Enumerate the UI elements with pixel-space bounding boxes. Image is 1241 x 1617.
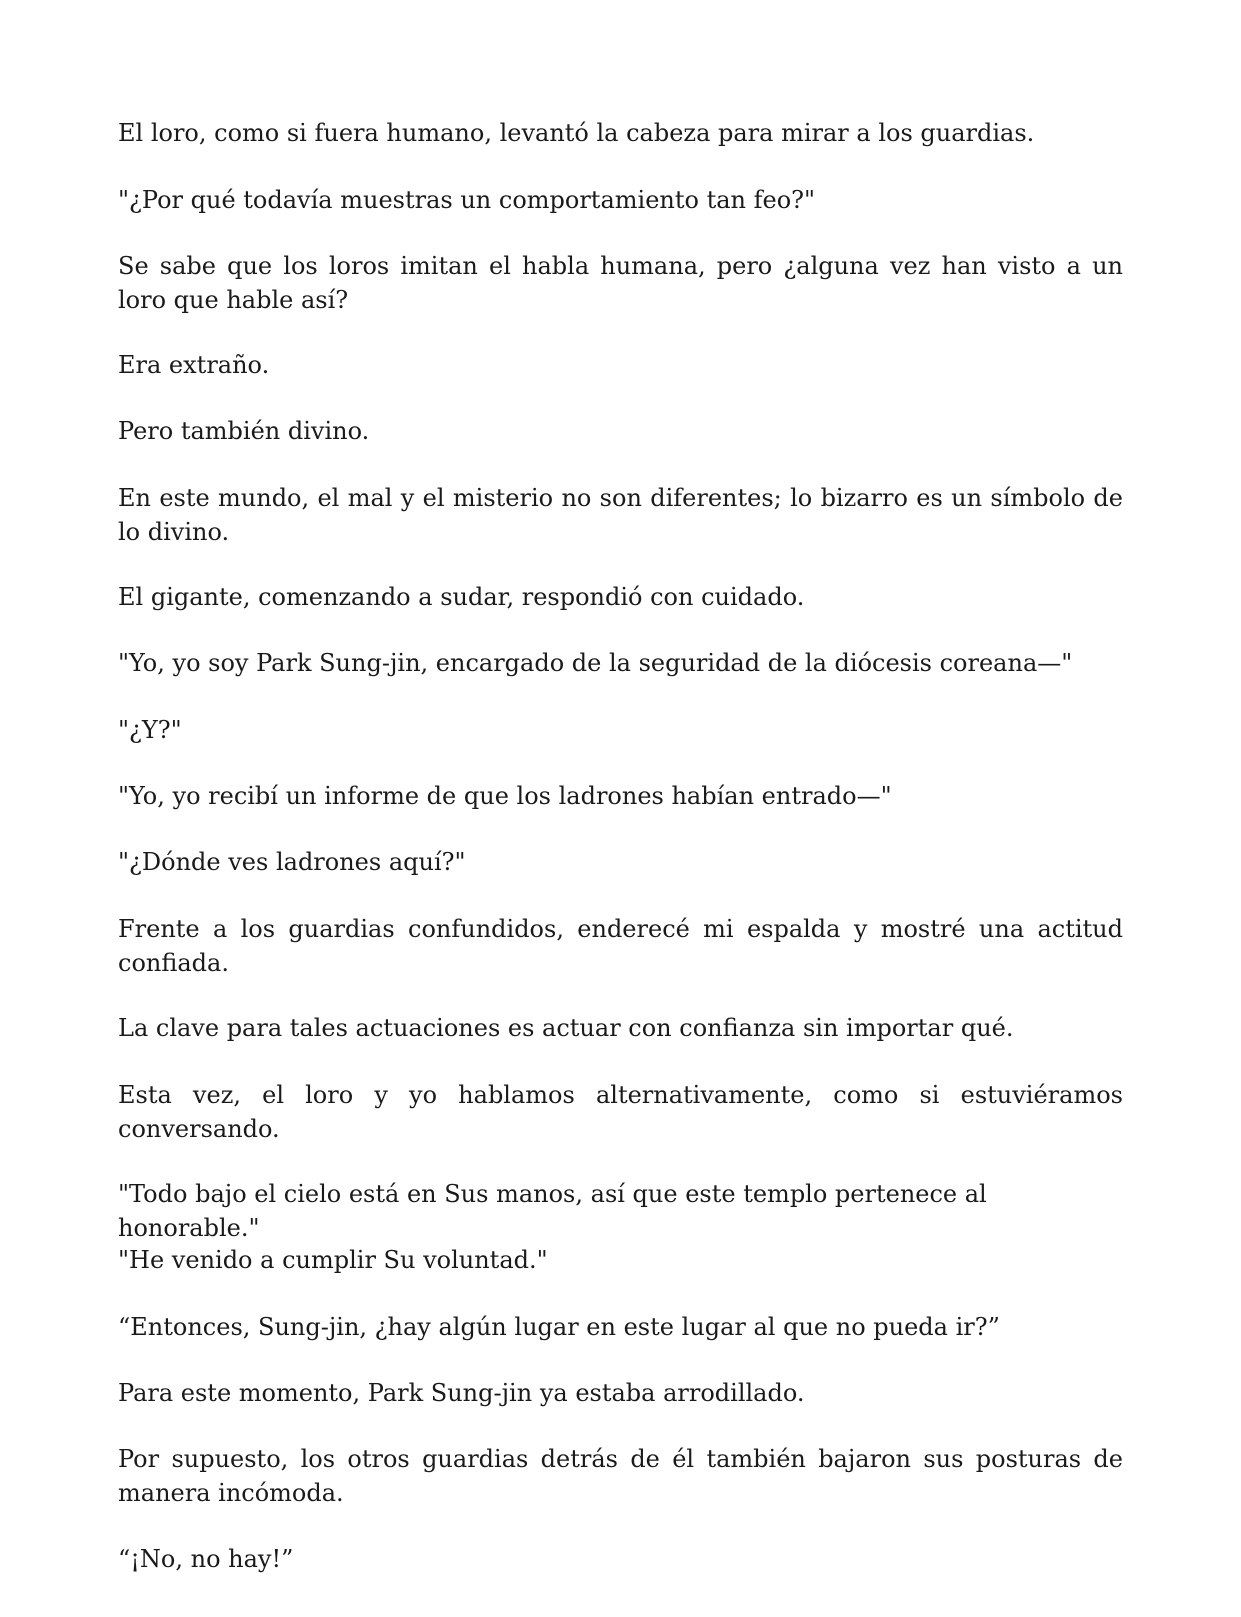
paragraph: En este mundo, el mal y el misterio no son diferentes; lo bizarro es un símbolo de lo divino. — [118, 484, 1123, 546]
document-page — [118, 0, 1123, 1617]
paragraph: Era extraño. — [118, 351, 270, 379]
paragraph: “¡No, no hay!” — [118, 1545, 294, 1573]
paragraph: "He venido a cumplir Su voluntad." — [118, 1246, 548, 1274]
paragraph: Esta vez, el loro y yo hablamos alternativamente, como si estuviéramos conversando. — [118, 1081, 1123, 1143]
paragraph: Para este momento, Park Sung-jin ya estaba arrodillado. — [118, 1379, 805, 1407]
paragraph: El loro, como si fuera humano, levantó la cabeza para mirar a los guardias. — [118, 119, 1035, 147]
paragraph: Por supuesto, los otros guardias detrás de él también bajaron sus posturas de manera incómoda. — [118, 1445, 1123, 1507]
paragraph: El gigante, comenzando a sudar, respondió con cuidado. — [118, 583, 805, 611]
paragraph: Pero también divino. — [118, 417, 370, 445]
paragraph: "¿Dónde ves ladrones aquí?" — [118, 848, 466, 876]
paragraph: "¿Y?" — [118, 716, 182, 744]
paragraph: "Yo, yo recibí un informe de que los ladrones habían entrado—" — [118, 782, 892, 810]
paragraph: La clave para tales actuaciones es actuar con confianza sin importar qué. — [118, 1014, 1014, 1042]
paragraph: "Yo, yo soy Park Sung-jin, encargado de la seguridad de la diócesis coreana—" — [118, 649, 1073, 677]
paragraph: Frente a los guardias confundidos, enderecé mi espalda y mostré una actitud confiada. — [118, 915, 1123, 977]
paragraph: "Todo bajo el cielo está en Sus manos, así que este templo pertenece al honorable." — [118, 1180, 987, 1242]
paragraph: “Entonces, Sung-jin, ¿hay algún lugar en este lugar al que no pueda ir?” — [118, 1313, 1000, 1341]
paragraph: Se sabe que los loros imitan el habla humana, pero ¿alguna vez han visto a un loro que hable así? — [118, 252, 1123, 314]
paragraph: "¿Por qué todavía muestras un comportamiento tan feo?" — [118, 186, 816, 214]
